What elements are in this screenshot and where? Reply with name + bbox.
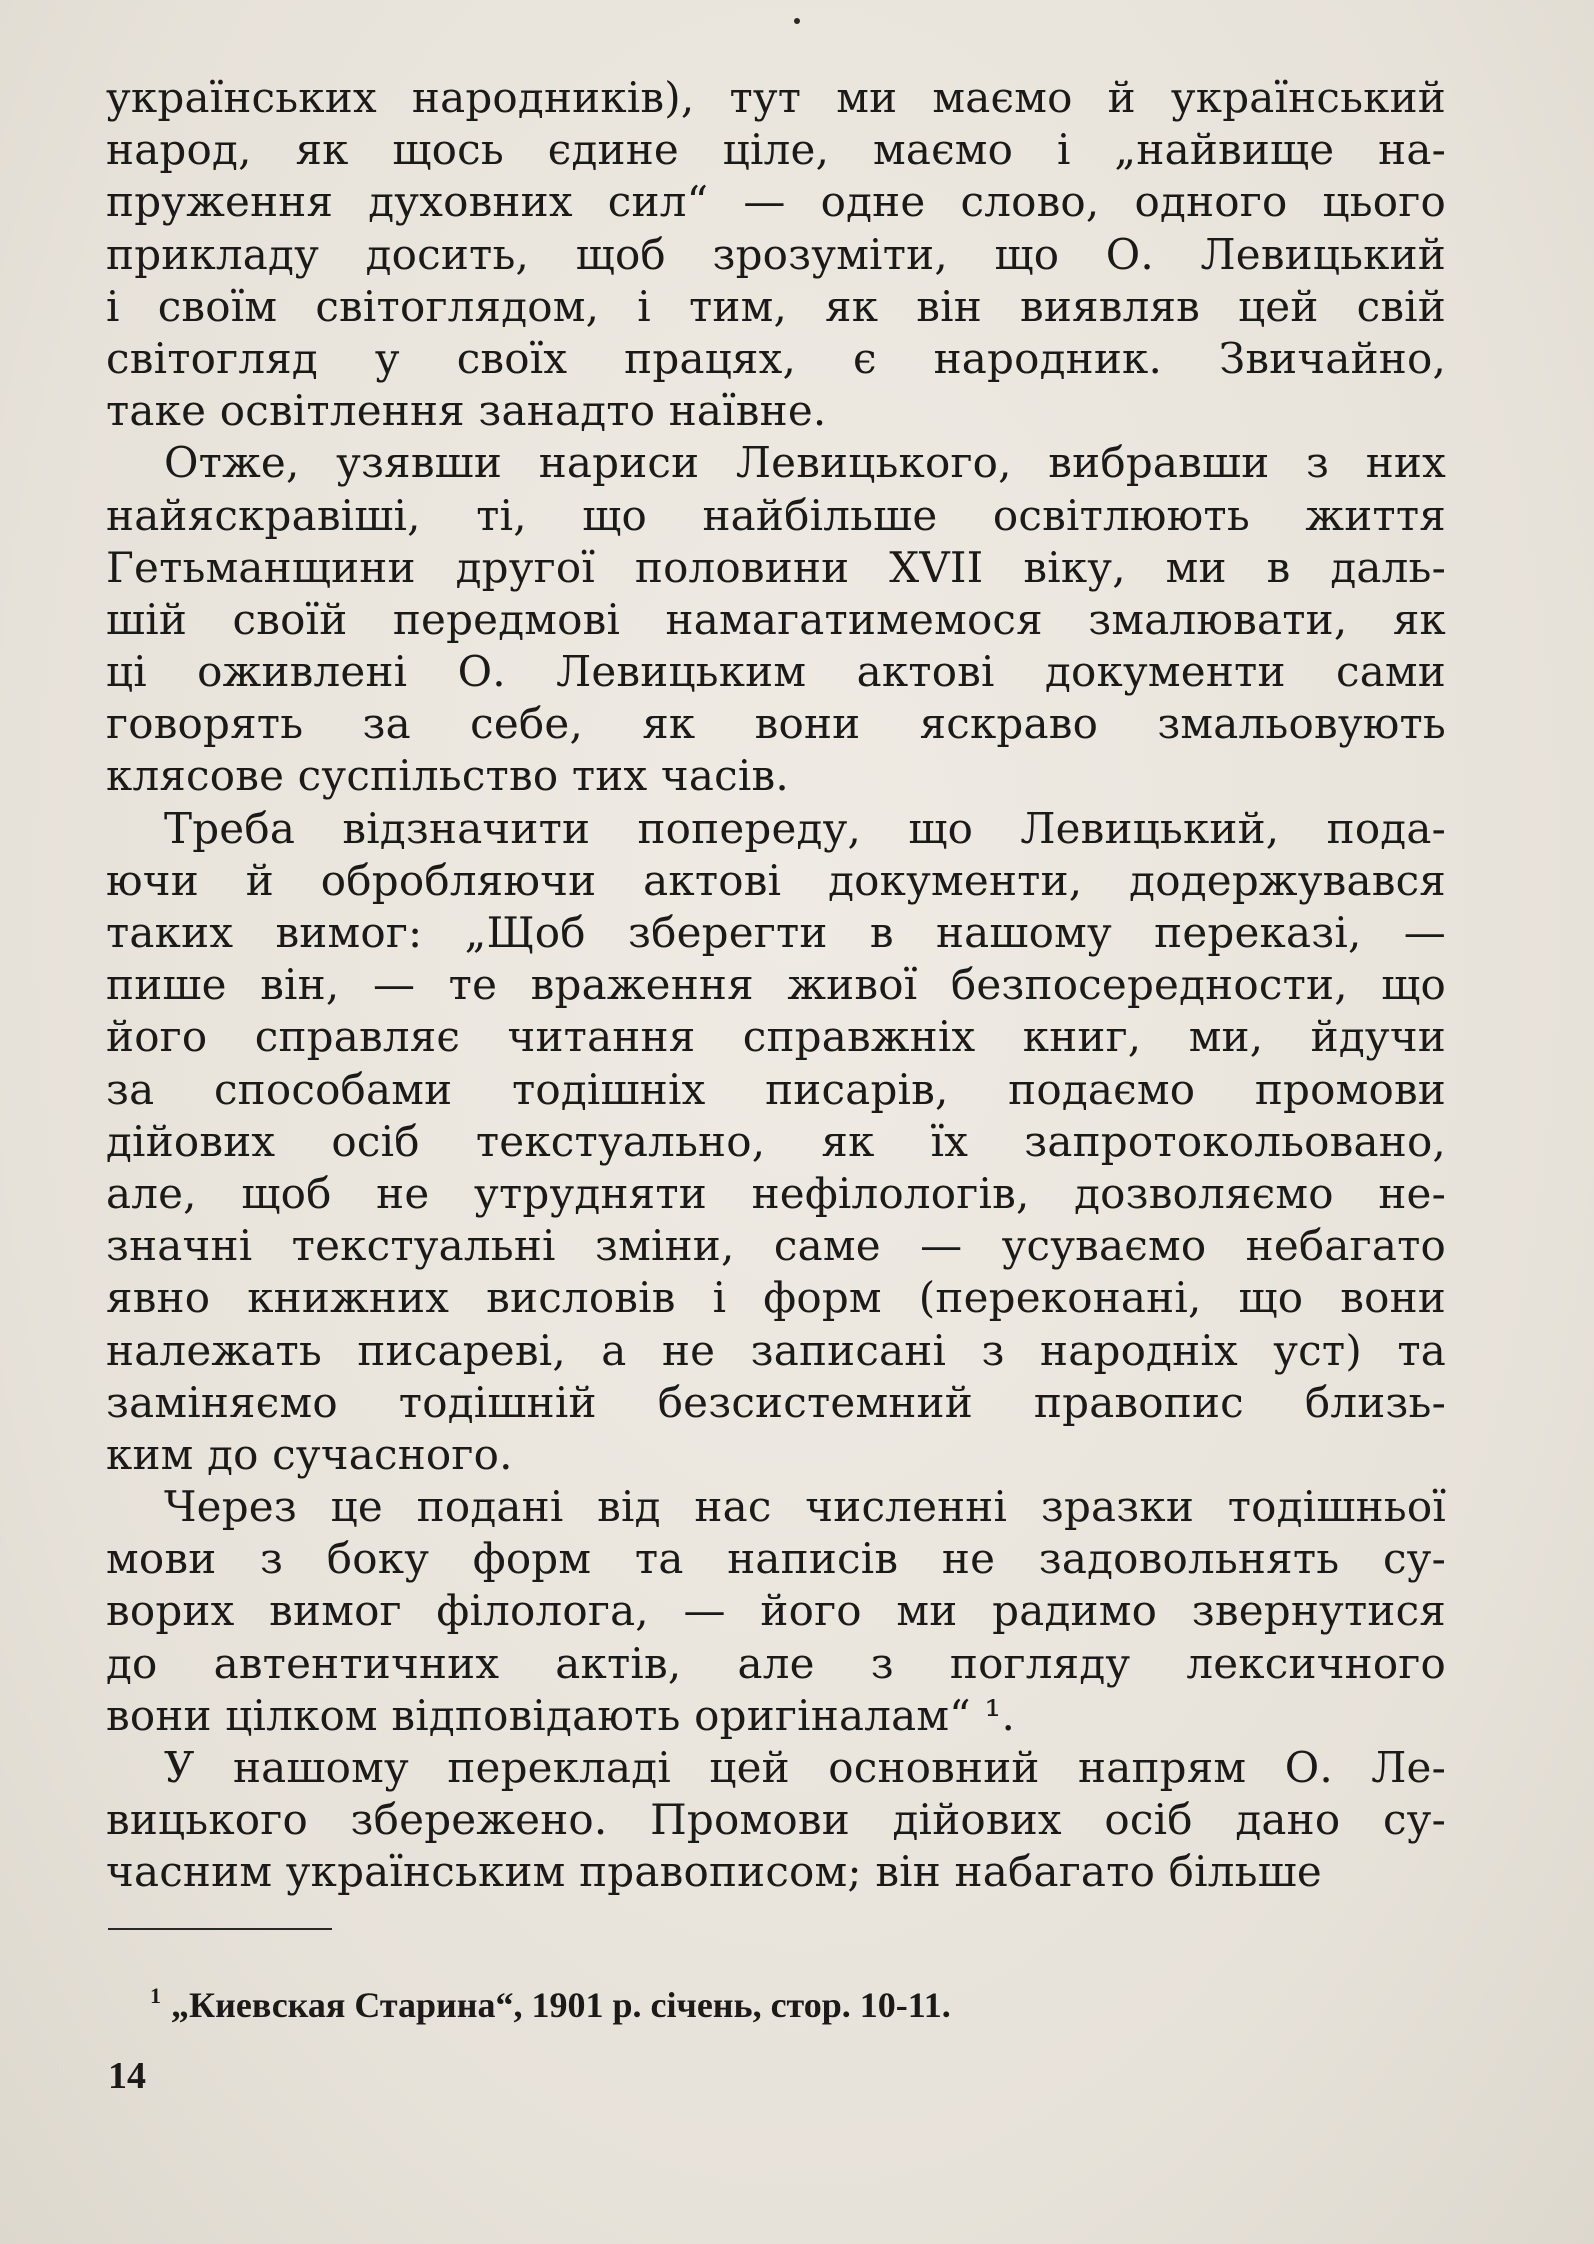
text-line: явно книжних висловів і форм (переконані, що вони (106, 1273, 1446, 1323)
text-line: заміняємо тодішній безсистемний правопис близь- (106, 1377, 1446, 1427)
text-line: належать писареві, а не записані з народніх уст) та (106, 1325, 1446, 1375)
text-line: У нашому перекладі цей основний напрям О. Ле- (164, 1743, 1446, 1792)
paragraph (106, 1742, 1446, 1899)
print-dot-mark (794, 18, 800, 24)
text-line: світогляд у своїх працях, є народник. Звичайно, (106, 333, 1446, 383)
text-line: найяскравіші, ті, що найбільше освітлюють життя (106, 490, 1446, 540)
footnote-divider (108, 1928, 332, 1930)
page-number: 14 (108, 2055, 146, 2097)
text-line: говорять за себе, як вони яскраво змальовують (106, 699, 1446, 749)
paragraph (106, 803, 1446, 1481)
text-line: вицького збережено. Промови дійових осіб дано су- (106, 1795, 1446, 1845)
paragraph (106, 1481, 1446, 1742)
text-line: Гетьманщини другої половини XVII віку, ми в даль- (106, 542, 1446, 592)
paragraph (106, 437, 1446, 802)
text-line: клясове суспільство тих часів. (106, 751, 789, 801)
text-line: пише він, — те враження живої безпосередности, що (106, 960, 1446, 1010)
text-line: до автентичних актів, але з погляду лексичного (106, 1638, 1446, 1688)
text-line: таке освітлення занадто наївне. (106, 386, 827, 436)
text-line: його справляє читання справжніх книг, ми, йдучи (106, 1012, 1446, 1062)
text-line: за способами тодішніх писарів, подаємо промови (106, 1064, 1446, 1114)
text-line: прикладу досить, щоб зрозуміти, що О. Левицький (106, 229, 1446, 279)
text-line: ючи й обробляючи актові документи, додержувався (106, 855, 1446, 905)
footnote-text: „Киевская Старина“, 1901 р. січень, стор. 10-11. (171, 1985, 951, 2025)
text-line: значні текстуальні зміни, саме — усуваємо небагато (106, 1221, 1446, 1271)
text-line: ким до сучасного. (106, 1429, 513, 1479)
text-line: шій своїй передмові намагатимемося змалювати, як (106, 594, 1446, 644)
footnote-marker: 1 (150, 1983, 161, 2008)
text-line: мови з боку форм та написів не задовольнять су- (106, 1534, 1446, 1584)
text-line: часним українським правописом; він набагато більше (106, 1847, 1322, 1897)
paragraph (106, 72, 1446, 437)
body-text (106, 72, 1446, 1899)
text-line: таких вимог: „Щоб зберегти в нашому переказі, — (106, 908, 1446, 957)
text-line: дійових осіб текстуально, як їх запротокольовано, (106, 1116, 1446, 1166)
text-line: українських народників), тут ми маємо й український (106, 73, 1446, 122)
text-line: ворих вимог філолога, — його ми радимо звернутися (106, 1586, 1446, 1636)
text-line: Отже, узявши нариси Левицького, вибравши з них (164, 438, 1446, 488)
text-line: народ, як щось єдине ціле, маємо і „найвище на- (106, 125, 1446, 175)
text-line: ці оживлені О. Левицьким актові документи сами (106, 647, 1446, 697)
text-line: вони цілком відповідають оригіналам“ ¹. (106, 1690, 1015, 1740)
text-line: але, щоб не утрудняти нефілологів, дозволяємо не- (106, 1168, 1446, 1218)
text-line: пруження духовних сил“ — одне слово, одного цього (106, 177, 1446, 227)
text-line: Треба відзначити попереду, що Левицький, пода- (164, 803, 1446, 853)
text-line: і своїм світоглядом, і тим, як він виявляв цей свій (106, 281, 1446, 331)
footnote (150, 1972, 951, 2029)
text-line: Через це подані від нас численні зразки тодішньої (164, 1482, 1446, 1532)
